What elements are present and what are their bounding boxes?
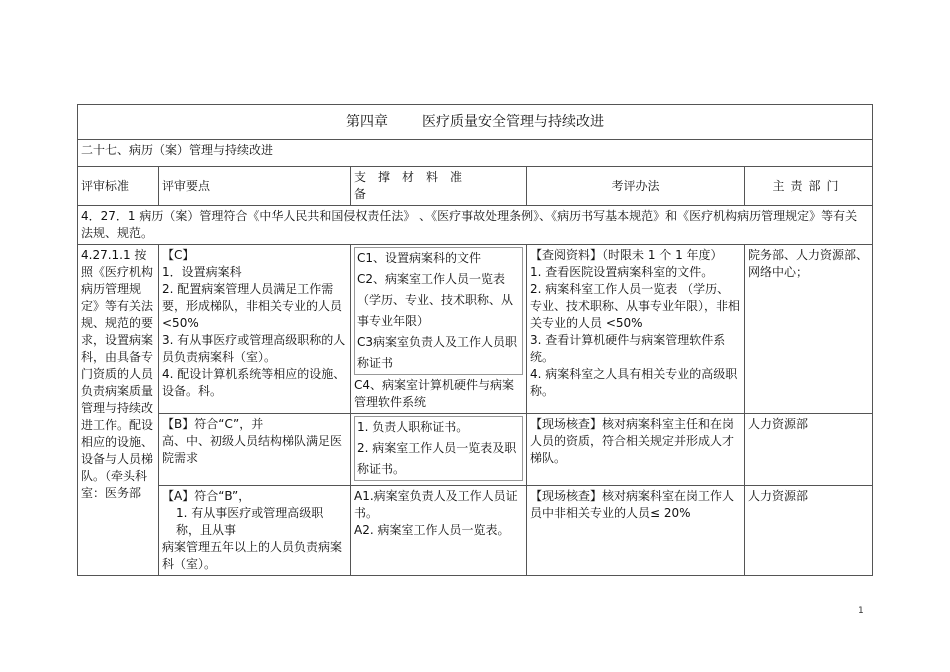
section-row bbox=[78, 140, 873, 167]
level-a-support bbox=[351, 486, 527, 576]
level-b-key-points bbox=[159, 414, 351, 486]
level-b-support bbox=[351, 414, 527, 486]
level-c-method-item: 4. 病案科室之人具有相关专业的高级职称。 bbox=[530, 367, 738, 398]
chapter-row bbox=[78, 105, 873, 140]
evaluation-table bbox=[77, 104, 873, 576]
level-c-row bbox=[78, 245, 873, 414]
level-a-key-point: 【A】符合“B”， bbox=[162, 489, 251, 503]
level-b-support-item: 2. 病案室工作人员一览表及职称证书。 bbox=[357, 441, 517, 476]
level-c-support-item: C2、病案室工作人员一览表（学历、专业、技术职称、从事专业年限） bbox=[357, 272, 514, 328]
level-c-support-item: C4、病案室计算机硬件与病案管理软件系统 bbox=[354, 378, 515, 409]
chapter-number: 第四章 bbox=[346, 113, 388, 130]
level-c-method bbox=[527, 245, 745, 414]
level-b-support-box bbox=[354, 416, 523, 481]
header-standard: 评审标准 bbox=[78, 167, 159, 206]
level-c-support bbox=[351, 245, 527, 414]
page-number: 1 bbox=[858, 606, 864, 616]
level-a-key-points bbox=[159, 486, 351, 576]
level-c-support-box bbox=[354, 247, 523, 375]
level-c-dept: 院务部、人力资源部、网络中心； bbox=[745, 245, 873, 414]
level-b-key-point: 【B】符合“C”，并 bbox=[162, 417, 264, 431]
level-c-key-point: 4. 配设计算机系统等相应的设施、设备。科。 bbox=[162, 367, 346, 398]
header-method: 考评办法 bbox=[527, 167, 745, 206]
section-title: 二十七、病历（案）管理与持续改进 bbox=[78, 140, 873, 167]
level-b-row bbox=[78, 414, 873, 486]
level-b-method-item: 【现场核查】核对病案科室主任和在岗人员的资质，符合相关规定并形成人才梯队。 bbox=[530, 417, 735, 465]
level-c-key-point: 1．设置病案科 bbox=[162, 265, 242, 279]
chapter-title-cell bbox=[78, 105, 873, 140]
header-key-points: 评审要点 bbox=[159, 167, 351, 206]
standard-cell: 4.27.1.1 按照《医疗机构病历管理规定》等有关法规、规范的要求，设置病案科，由具备专门资质的人员负责病案质量管理与持续改进工作。配设相应的设施、设备与人员梯队。（牵头科室：医务部 bbox=[78, 245, 159, 576]
level-c-key-points bbox=[159, 245, 351, 414]
level-a-row bbox=[78, 486, 873, 576]
level-c-key-point: 2. 配置病案管理人员满足工作需要，形成梯队，非相关专业的人员 <50% bbox=[162, 282, 343, 330]
level-b-dept: 人力资源部 bbox=[745, 414, 873, 486]
article-text: 4．27．1 病历（案）管理符合《中华人民共和国侵权责任法》 、《医疗事故处理条例》、《病历书写基本规范》和《医疗机构病历管理规定》等有关法规、规范。 bbox=[78, 206, 873, 245]
level-c-method-item: 3. 查看计算机硬件与病案管理软件系统。 bbox=[530, 333, 726, 364]
level-b-method bbox=[527, 414, 745, 486]
level-a-method bbox=[527, 486, 745, 576]
level-b-support-item: 1. 负责人职称证书。 bbox=[357, 420, 469, 434]
header-support-line1: 支撑材料准 bbox=[354, 170, 475, 184]
level-c-method-item: 【查阅资料】（时限未 1 个 1 年度） bbox=[530, 248, 723, 262]
header-support-line2: 备 bbox=[354, 187, 367, 201]
level-b-key-point: 高、中、初级人员结构梯队满足医院需求 bbox=[162, 434, 343, 465]
level-a-dept: 人力资源部 bbox=[745, 486, 873, 576]
level-a-key-point: 病案管理五年以上的人员负责病案科（室）。 bbox=[162, 540, 343, 571]
level-c-key-point: 3. 有从事医疗或管理高级职称的人员负责病案科（室）。 bbox=[162, 333, 346, 364]
level-a-support-item: A1.病案室负责人及工作人员证书。 bbox=[354, 489, 518, 520]
level-a-key-point: 1. 有从事医疗或管理高级职称，且从事 bbox=[176, 506, 324, 537]
level-a-support-item: A2. 病案室工作人员一览表。 bbox=[354, 523, 510, 537]
level-c-method-item: 1. 查看医院设置病案科室的文件。 bbox=[530, 265, 714, 279]
header-dept: 主责部门 bbox=[745, 167, 873, 206]
chapter-title: 医疗质量安全管理与持续改进 bbox=[422, 113, 604, 130]
header-support bbox=[351, 167, 527, 206]
level-c-support-item: C3病案室负责人及工作人员职称证书 bbox=[357, 335, 518, 370]
header-row bbox=[78, 167, 873, 206]
article-row bbox=[78, 206, 873, 245]
level-c-key-point: 【C】 bbox=[162, 248, 195, 262]
level-c-support-item: C1、设置病案科的文件 bbox=[357, 251, 482, 265]
level-a-method-item: 【现场核查】核对病案科室在岗工作人员中非相关专业的人员≤ 20% bbox=[530, 489, 735, 520]
level-c-method-item: 2. 病案科室工作人员一览表 （学历、专业、技术职称、从事专业年限），非相关专业的人员 <50% bbox=[530, 282, 741, 330]
